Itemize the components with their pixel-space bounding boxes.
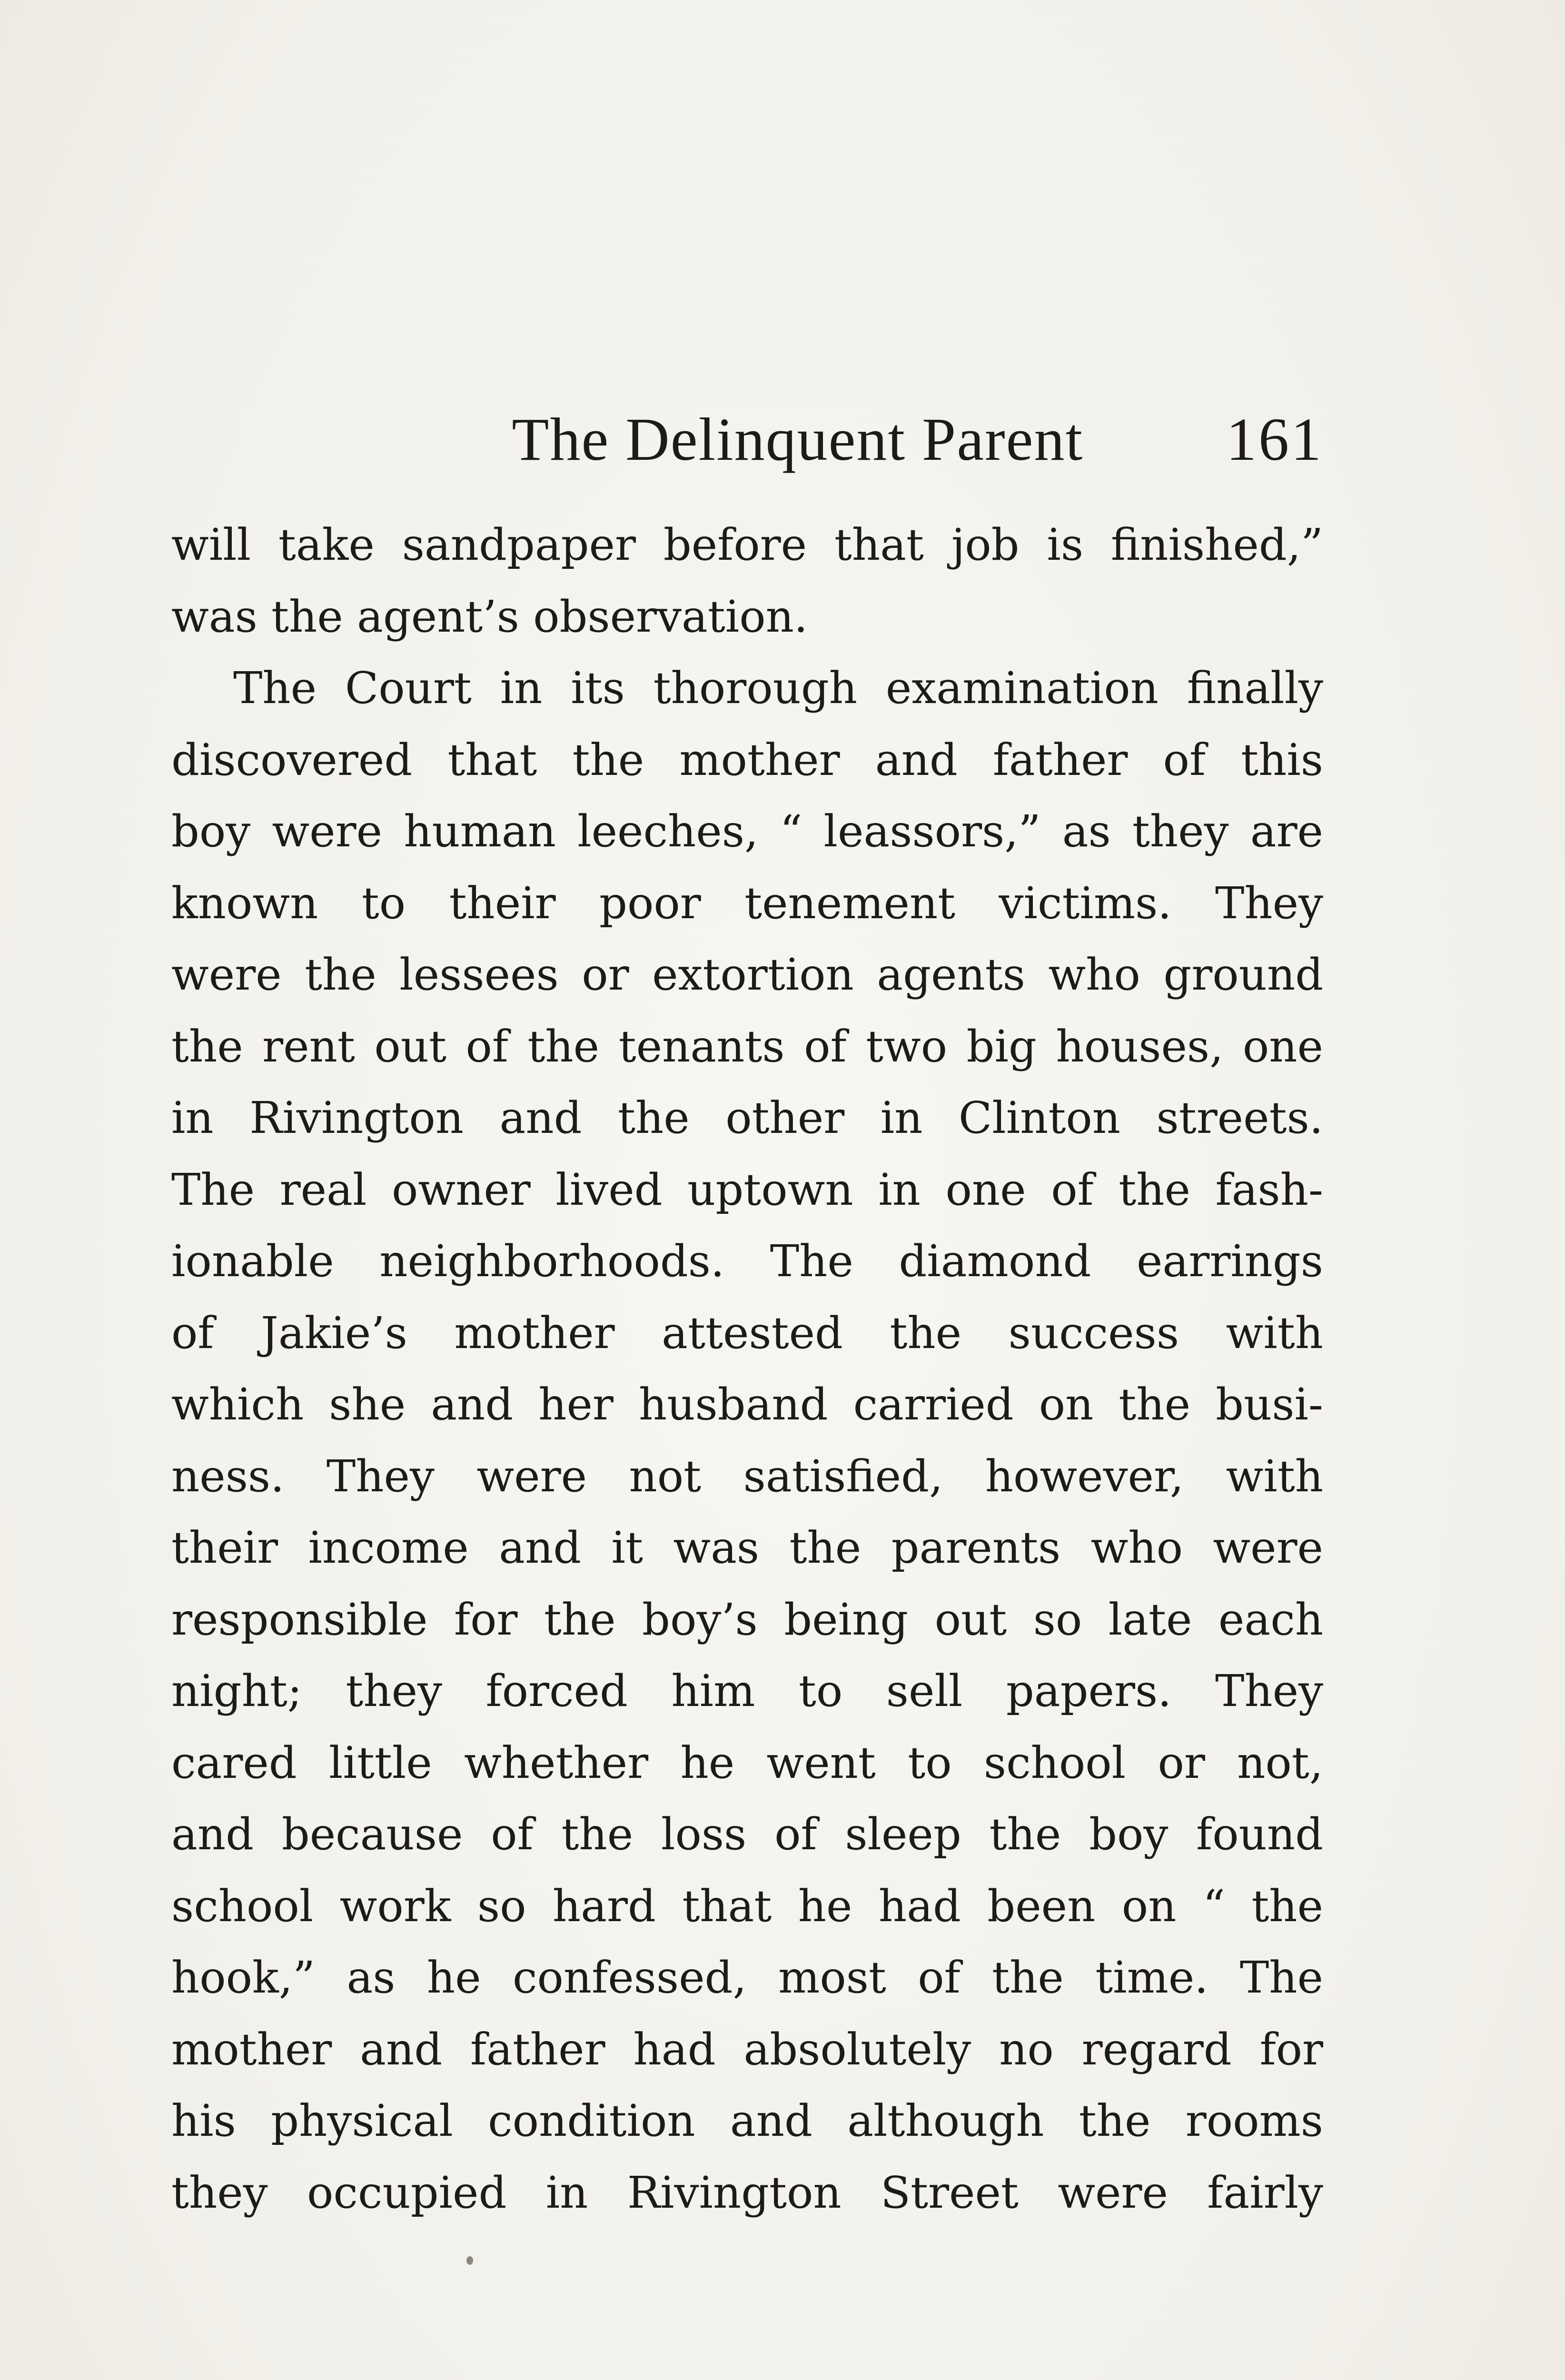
text-line: The real owner lived uptown in one of the fash-: [171, 1164, 1323, 1215]
paper-speck: [466, 2256, 473, 2265]
text-line: hook,” as he confessed, most of the time. The: [171, 1952, 1323, 2003]
text-line: boy were human leeches, “ leassors,” as they are: [171, 806, 1323, 857]
page-number: 161: [1226, 406, 1323, 473]
text-line: school work so hard that he had been on “ the: [171, 1880, 1323, 1932]
text-line: they occupied in Rivington Street were fairly: [171, 2167, 1323, 2218]
text-line: ionable neighborhoods. The diamond earrings: [171, 1236, 1323, 1287]
text-line: ness. They were not satisfied, however, with: [171, 1450, 1323, 1502]
text-line: known to their poor tenement victims. They: [171, 877, 1323, 929]
running-title: The Delinquent Parent: [512, 406, 1083, 473]
text-line: of Jakie’s mother attested the success with: [171, 1307, 1323, 1359]
text-line: in Rivington and the other in Clinton streets.: [171, 1092, 1323, 1143]
text-line: and because of the loss of sleep the boy found: [171, 1809, 1323, 1860]
text-line: The Court in its thorough examination finally: [233, 663, 1323, 714]
text-line: the rent out of the tenants of two big houses, one: [171, 1021, 1323, 1072]
text-line: was the agent’s observation.: [171, 591, 808, 642]
text-line: his physical condition and although the rooms: [171, 2095, 1323, 2146]
text-line: were the lessees or extortion agents who ground: [171, 949, 1323, 1000]
text-line: night; they forced him to sell papers. They: [171, 1666, 1323, 1716]
text-line: responsible for the boy’s being out so late each: [171, 1594, 1323, 1645]
text-line: cared little whether he went to school or not,: [171, 1737, 1323, 1788]
text-line: their income and it was the parents who were: [171, 1522, 1323, 1573]
text-line: will take sandpaper before that job is finished,”: [171, 519, 1323, 570]
running-header: [171, 405, 1323, 486]
body-text: [171, 509, 1323, 2229]
text-line: mother and father had absolutely no regard for: [171, 2023, 1323, 2075]
text-line: which she and her husband carried on the busi-: [171, 1379, 1323, 1430]
text-line: discovered that the mother and father of this: [171, 734, 1323, 785]
